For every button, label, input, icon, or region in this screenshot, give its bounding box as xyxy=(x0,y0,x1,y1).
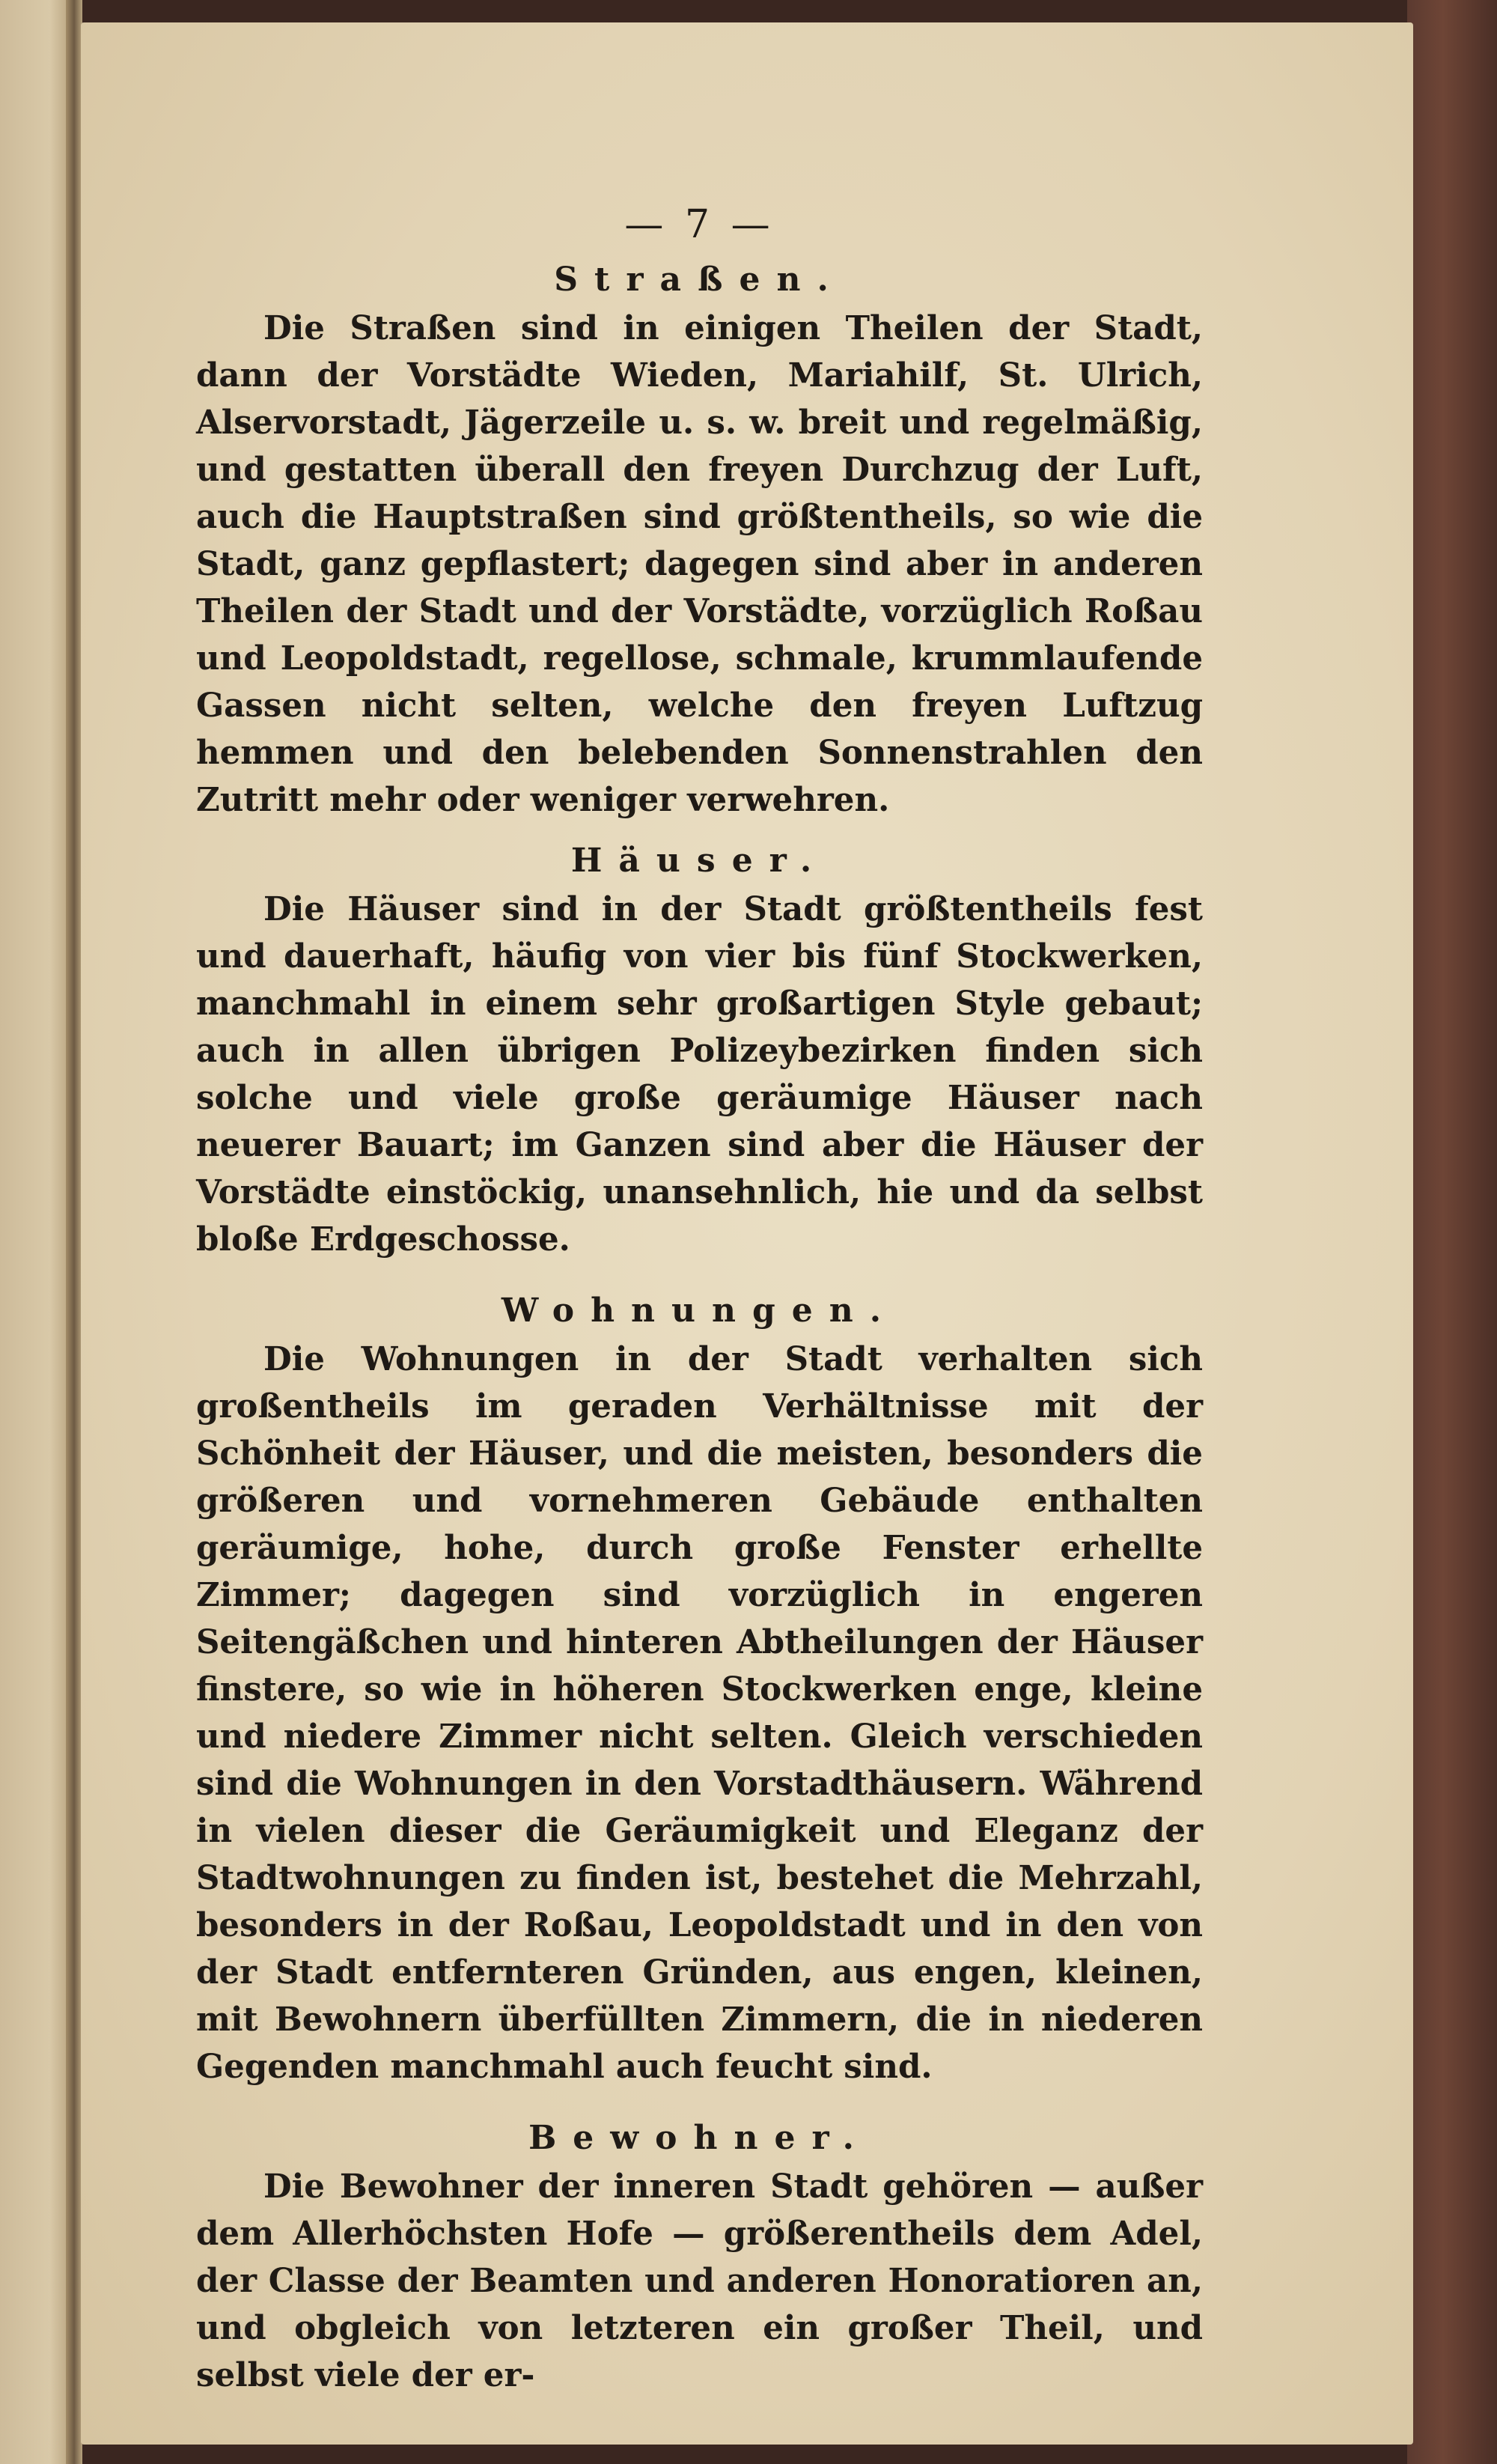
section-heading-wohnungen: Wohnungen. xyxy=(501,1292,898,1330)
section-heading-strassen: Straßen. xyxy=(554,261,845,299)
section-text-bewohner: Die Bewohner der inneren Stadt gehören — außer dem Allerhöchsten Hofe — größerentheils dem Adel, der Classe der Beamten und anderen Honoratioren an, und obgleich von letzteren ein großer Theil, und selbst viele der er- xyxy=(196,2168,1203,2394)
page-number: — 7 — xyxy=(624,202,775,247)
section-text-wohnungen: Die Wohnungen in der Stadt verhalten sich großentheils im geraden Verhältnisse mit der Schönheit der Häuser, und die meisten, besonders die größeren und vornehmeren Gebäude enthalten geräumige, hohe, durch große Fenster erhellte Zimmer; dagegen sind vorzüglich in engeren Seitengäßchen und hinteren Abtheilungen der Häuser finstere, so wie in höheren Stockwerken enge, kleine und niedere Zimmer nicht selten. Gleich verschieden sind die Wohnungen in den Vorstadthäusern. Während in vielen dieser die Geräumigkeit und Eleganz der Stadtwohnungen zu finden ist, bestehet die Mehrzahl, besonders in der Roßau, Leopoldstadt und in den von der Stadt entfernteren Gründen, aus engen, kleinen, mit Bewohnern überfüllten Zimmern, die in niederen Gegenden manchmahl auch feucht sind. xyxy=(196,1340,1203,2086)
section-heading-bewohner: Bewohner. xyxy=(528,2119,871,2157)
previous-page-edge xyxy=(0,0,71,2464)
book-gutter xyxy=(66,0,82,2464)
page-text-block xyxy=(196,202,1203,2399)
section-text-haeuser: Die Häuser sind in der Stadt größtentheils fest und dauerhaft, häufig von vier bis fünf Stockwerken, manchmahl in einem sehr großartigen Style gebaut; auch in allen übrigen Polizeybezirken finden sich solche und viele große geräumige Häuser nach neuerer Bauart; im Ganzen sind aber die Häuser der Vorstädte einstöckig, unansehnlich, hie und da selbst bloße Erdgeschosse. xyxy=(196,890,1203,1259)
section-text-strassen: Die Straßen sind in einigen Theilen der Stadt, dann der Vorstädte Wieden, Mariahilf, St. Ulrich, Alservorstadt, Jägerzeile u. s. w. breit und regelmäßig, und gestatten überall den freyen Durchzug der Luft, auch die Hauptstraßen sind größtentheils, so wie die Stadt, ganz gepflastert; dagegen sind aber in anderen Theilen der Stadt und der Vorstädte, vorzüglich Roßau und Leopoldstadt, regellose, schmale, krummlaufende Gassen nicht selten, welche den freyen Luftzug hemmen und den belebenden Sonnenstrahlen den Zutritt mehr oder weniger verwehren. xyxy=(196,309,1203,819)
book-cover-edge xyxy=(1407,0,1497,2464)
section-heading-haeuser: Häuser. xyxy=(570,842,829,880)
